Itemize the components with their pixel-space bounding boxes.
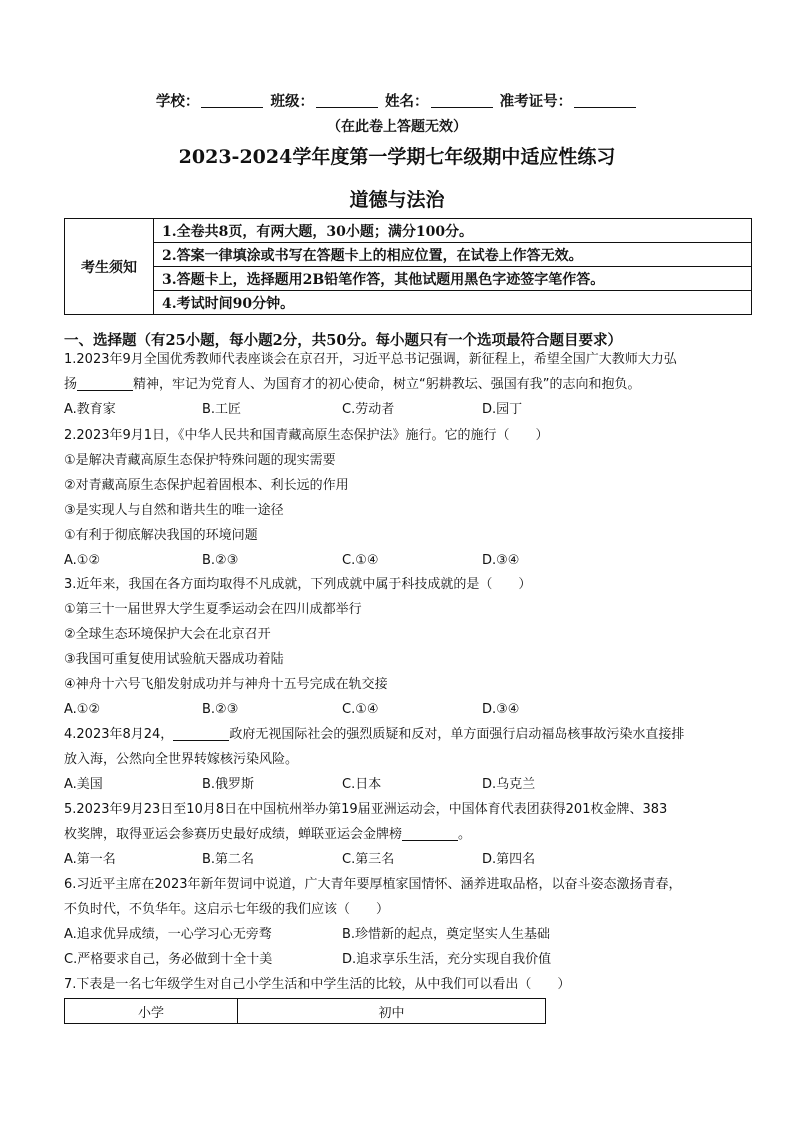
statement: ②对青藏高原生态保护起着固根本、利长远的作用 xyxy=(64,478,349,493)
option-b: B.第二名 xyxy=(202,852,255,867)
statement: ③我国可重复使用试验航天器成功着陆 xyxy=(64,652,284,667)
invalid-note: （在此卷上答题无效） xyxy=(327,119,467,135)
question-1 xyxy=(64,347,754,422)
option-d: D.追求享乐生活，充分实现自我价值 xyxy=(342,952,552,967)
section-heading: 一、选择题（有25小题，每小题2分，共50分。每小题只有一个选项最符合题目要求） xyxy=(64,332,622,349)
notice-table xyxy=(64,218,752,315)
notice-item: 3.答题卡上，选择题用2B铅笔作答，其他试题用黑色字迹签字笔作答。 xyxy=(154,267,752,291)
question-text: 精神，牢记为党育人、为国育才的初心使命，树立“躬耕教坛、强国有我”的志向和抱负。 xyxy=(133,377,641,392)
notice-label: 考生须知 xyxy=(65,219,154,315)
name-label: 姓名： xyxy=(385,93,429,110)
question-text: 2.2023年9月1日，《中华人民共和国青藏高原生态保护法》施行。它的施行（ ） xyxy=(64,428,549,443)
question-text: 3.近年来，我国在各方面均取得不凡成就，下列成就中属于科技成就的是（ ） xyxy=(64,577,532,592)
question-7 xyxy=(64,972,754,997)
question-text: 政府无视国际社会的强烈质疑和反对，单方面强行启动福岛核事故污染水直接排 xyxy=(229,727,685,742)
question-text: 。 xyxy=(458,827,472,842)
school-label: 学校： xyxy=(155,93,200,110)
question-text: 放入海，公然向全世界转嫁核污染风险。 xyxy=(64,752,299,767)
option-c: C.严格要求自己，务必做到十全十美 xyxy=(64,952,273,967)
option-d: D.③④ xyxy=(482,702,520,717)
option-c: C.劳动者 xyxy=(342,402,395,417)
option-c: C.①④ xyxy=(342,702,379,717)
option-b: B.珍惜新的起点，奠定坚实人生基础 xyxy=(342,927,551,942)
statement: ③是实现人与自然和谐共生的唯一途径 xyxy=(64,503,284,518)
statement: ①是解决青藏高原生态保护特殊问题的现实需要 xyxy=(64,453,336,468)
question-text: 6.习近平主席在2023年新年贺词中说道，广大青年要厚植家国情怀、涵养进取品格，以奋斗姿态激扬青春， xyxy=(64,877,682,892)
statement: ②全球生态环境保护大会在北京召开 xyxy=(64,627,271,642)
comparison-table xyxy=(64,998,546,1024)
notice-item: 2.答案一律填涂或书写在答题卡上的相应位置，在试卷上作答无效。 xyxy=(154,243,752,267)
option-d: D.园丁 xyxy=(482,402,523,417)
option-b: B.②③ xyxy=(202,702,239,717)
fill-blank xyxy=(173,724,229,741)
option-c: C.日本 xyxy=(342,777,382,792)
statement: ①第三十一届世界大学生夏季运动会在四川成都举行 xyxy=(64,602,362,617)
option-a: A.教育家 xyxy=(64,402,116,417)
question-text: 4.2023年8月24， xyxy=(64,727,174,742)
school-blank xyxy=(201,93,263,108)
option-a: A.美国 xyxy=(64,777,103,792)
option-d: D.乌克兰 xyxy=(482,777,536,792)
option-c: C.①④ xyxy=(342,553,379,568)
question-4 xyxy=(64,722,754,797)
question-2 xyxy=(64,423,754,573)
option-d: D.第四名 xyxy=(482,852,536,867)
column-header-junior: 初中 xyxy=(238,999,546,1024)
option-a: A.①② xyxy=(64,553,101,568)
question-text: 1.2023年9月全国优秀教师代表座谈会在京召开，习近平总书记强调，新征程上，希望全国广大教师大力弘 xyxy=(64,352,677,367)
question-5 xyxy=(64,797,754,872)
question-3 xyxy=(64,572,754,722)
option-c: C.第三名 xyxy=(342,852,395,867)
option-b: B.俄罗斯 xyxy=(202,777,255,792)
notice-item: 1.全卷共8页，有两大题，30小题；满分100分。 xyxy=(154,219,752,243)
question-text: 5.2023年9月23日至10月8日在中国杭州举办第19届亚洲运动会，中国体育代表团获得201枚金牌、383 xyxy=(64,802,668,817)
fill-blank xyxy=(77,374,133,391)
question-text: 7.下表是一名七年级学生对自己小学生活和中学生活的比较，从中我们可以看出（ ） xyxy=(64,977,571,992)
exam-title: 2023-2024学年度第一学期七年级期中适应性练习 xyxy=(178,146,616,168)
question-text: 枚奖牌，取得亚运会参赛历史最好成绩，蝉联亚运会金牌榜 xyxy=(64,827,403,842)
exam-no-label: 准考证号： xyxy=(499,93,573,110)
option-a: A.①② xyxy=(64,702,101,717)
question-6 xyxy=(64,872,754,972)
question-text: 不负时代，不负华年。这启示七年级的我们应该（ ） xyxy=(64,902,390,917)
column-header-primary: 小学 xyxy=(65,999,238,1024)
option-a: A.第一名 xyxy=(64,852,116,867)
option-b: B.②③ xyxy=(202,553,239,568)
class-blank xyxy=(316,93,378,108)
exam-subject: 道德与法治 xyxy=(349,189,445,211)
option-b: B.工匠 xyxy=(202,402,242,417)
notice-item: 4.考试时间90分钟。 xyxy=(154,291,752,315)
option-a: A.追求优异成绩，一心学习心无旁骛 xyxy=(64,927,272,942)
statement: ④神舟十六号飞船发射成功并与神舟十五号完成在轨交接 xyxy=(64,677,388,692)
question-text: 扬 xyxy=(64,377,78,392)
statement: ①有利于彻底解决我国的环境问题 xyxy=(64,528,258,543)
class-label: 班级： xyxy=(270,93,314,110)
option-d: D.③④ xyxy=(482,553,520,568)
exam-no-blank xyxy=(574,93,636,108)
student-info-line xyxy=(0,90,794,111)
name-blank xyxy=(431,93,493,108)
fill-blank xyxy=(402,824,458,841)
